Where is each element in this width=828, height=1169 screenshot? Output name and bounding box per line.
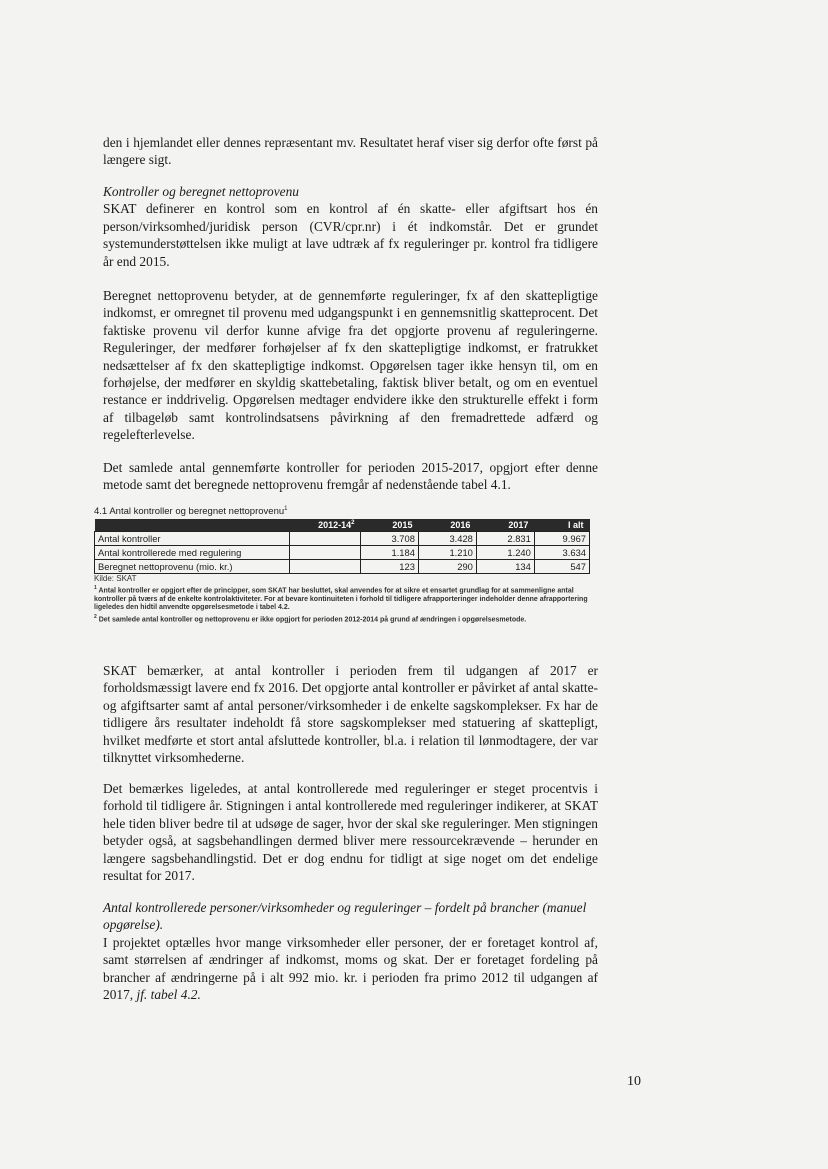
cell: 9.967: [534, 532, 589, 546]
intro-paragraph: den i hjemlandet eller dennes repræsentant mv. Resultatet heraf viser sig derfor ofte først på længere sigt.: [103, 135, 598, 168]
cell: [290, 560, 361, 574]
cell: 2.831: [476, 532, 534, 546]
paragraph-remarks: SKAT bemærker, at antal kontroller i perioden frem til udgangen af 2017 er forholdsmæssigt lavere end fx 2016. Det opgjorte antal kontroller er påvirket af antal skatte- og afgiftsarter samt af antal personer/virksomheder i de enkelte sagskomplekser. Fx har de tidligere års resultater indeholdt få store sagskomplekser med statuering af skattepligt, hvilket medførte et stort antal afsluttede kontroller, bl.a. i relation til lønmodtagere, der var tilknyttet virksomhederne.: [103, 663, 598, 766]
row-label: Beregnet nettoprovenu (mio. kr.): [95, 560, 290, 574]
paragraph-table-intro: Det samlede antal gennemførte kontroller for perioden 2015-2017, opgjort efter denne metode samt det beregnede nettoprovenu fremgår af nedenstående tabel 4.1.: [103, 460, 598, 493]
cell: 134: [476, 560, 534, 574]
paragraph-brancher: I projektet optælles hvor mange virksomheder eller personer, der er foretaget kontrol af, samt størrelsen af ændringer af indkomst, moms og skat. Der er foretaget fordeling på brancher af ændringerne på i alt 992 mio. kr. i perioden fra primo 2012 til udgangen af 2017, jf. tabel 4.2.: [103, 934, 598, 1003]
header-2015: 2015: [361, 519, 419, 532]
paragraph-regulering: Det bemærkes ligeledes, at antal kontrollerede med reguleringer er steget procentvis i forhold til tidligere år. Stigningen i antal kontrollerede med reguleringer indikerer, at SKAT hele tiden bliver bedre til at udsøge de sager, hvor der skal ske reguleringer. Men stigningen betyder også, at sagsbehandlingen dermed bliver mere ressourcekrævende – herunder en længere sagsbehandlingstid. Det er dog endnu for tidligt at sige noget om det endelige resultat for 2017.: [103, 781, 598, 884]
header-2012-14: $2012-14^2$: [290, 519, 361, 532]
cell: 3.634: [534, 546, 589, 560]
paragraph-nettoprovenu: Beregnet nettoprovenu betyder, at de gennemførte reguleringer, fx af den skattepligtige indkomst, er omregnet til provenu med udgangspunkt i en gennemsnitlig skatteprocent. Det faktiske provenu vil derfor kunne afvige fra det opgjorte provenu af reguleringerne. Reguleringer, der medfører forhøjelser af fx den skattepligtige indkomst, er fratrukket nedsættelser af fx den skattepligtige indkomst. Opgørelsen tager ikke hensyn til, om en forhøjelse, der medfører en skyldig skattebetaling, faktisk bliver betalt, og om en eventuel restance er inddrivelig. Opgørelsen medtager endvidere ikke den strukturelle effekt i form af tilbageløb samt kontrolindsatsens påvirkning af den fremadrettede adfærd og regelefterlevelse.: [103, 288, 598, 443]
cell: [290, 546, 361, 560]
table-header-row: [95, 519, 590, 532]
section-heading-kontroller: Kontroller og beregnet nettoprovenu: [103, 184, 299, 199]
table-row: [95, 560, 590, 574]
cell: 1.240: [476, 546, 534, 560]
table-notes: [94, 575, 594, 625]
header-2016: 2016: [418, 519, 476, 532]
table-row: [95, 532, 590, 546]
cell: 1.210: [418, 546, 476, 560]
row-label: Antal kontroller: [95, 532, 290, 546]
table-source: Kilde: SKAT: [94, 574, 137, 584]
cell: 3.428: [418, 532, 476, 546]
cell: [290, 532, 361, 546]
row-label: Antal kontrollerede med regulering: [95, 546, 290, 560]
paragraph-block-table-intro: [103, 459, 598, 494]
table-row: [95, 546, 590, 560]
page-number: 10: [627, 1074, 641, 1089]
header-2017: 2017: [476, 519, 534, 532]
table-footnote-2: $^2$ Det samlede antal kontroller og nettoprovenu er ikke opgjort for perioden 2012-2014 på grund af ændringen i opgørelsesmetode.: [94, 613, 527, 624]
header-total: I alt: [534, 519, 589, 532]
section-brancher: [103, 899, 598, 1003]
table-footnote-1: $^1$ Antal kontroller er opgjort efter de principper, som SKAT har besluttet, skal anvendes for at sikre et ensartet grundlag for at sammenligne antal kontroller på tværs af de enkelte kontrolaktiviteter. For at bevare kontinuiteten i forhold til tidligere afrapporteringer indeholder denne afrapportering ligeledes den hidtil anvendte opgørelsesmetode i tabel 4.2.: [94, 584, 588, 612]
paragraph-definition: SKAT definerer en kontrol som en kontrol af én skatte- eller afgiftsart hos én person/virksomhed/juridisk person (CVR/cpr.nr) i ét indkomstår. Det er grundet systemunderstøttelsen ikke muligt at lave udtræk af fx reguleringer pr. kontrol fra tidligere år end 2015.: [103, 201, 598, 269]
cell: 3.708: [361, 532, 419, 546]
intro-paragraph-block: [103, 134, 598, 169]
table-4-1: [94, 506, 594, 625]
cell: 290: [418, 560, 476, 574]
paragraph-block-nettoprovenu: [103, 287, 598, 444]
data-table: [94, 519, 590, 574]
table-title: 4.1 Antal kontroller og beregnet nettoprovenu$^1$: [94, 506, 288, 518]
section-heading-brancher: Antal kontrollerede personer/virksomheder og reguleringer – fordelt på brancher (manuel opgørelse).: [103, 900, 587, 933]
cell: 123: [361, 560, 419, 574]
paragraph-block-remarks: [103, 662, 598, 766]
cell: 547: [534, 560, 589, 574]
table-reference: jf. tabel 4.2.: [136, 987, 201, 1003]
section-kontroller: [103, 183, 598, 270]
cell: 1.184: [361, 546, 419, 560]
paragraph-block-regulering: [103, 780, 598, 884]
